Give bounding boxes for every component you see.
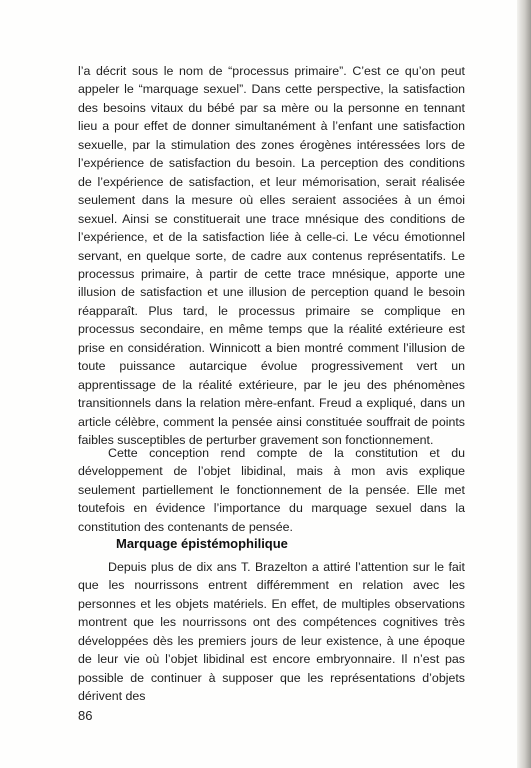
paragraph-1-text: l’a décrit sous le nom de “processus primaire”. C’est ce qu’on peut appeler le “marquage sexuel”. Dans cette perspective, la satisfaction des besoins vitaux du bébé par sa mère ou la personne en tennant lieu a pour effet de donner simultanément à l’enfant une satisfaction sexuelle, par la stimulation des zones érogènes intéressées lors de l’expérience de satisfaction du besoin. La perception des conditions de l’expérience de satisfaction, et leur mémorisation, serait réalisée seulement dans la mesure où elles seraient associées à un émoi sexuel. Ainsi se constituerait une trace mnésique des conditions de l’expérience, et de la satisfaction liée à celle-ci. Le vécu émotionnel servant, en quelque sorte, de cadre aux contenus représentatifs. Le processus primaire, à partir de cette trace mnésique, apporte une illusion de satisfaction et une illusion de perception quand le besoin réapparaît. Plus tard, le processus primaire se complique en processus secondaire, en même temps que la réalité extérieure est prise en considération. Winnicott a bien montré comment l’illusion de toute puissance autarcique évolue progressivement vert un apprentissage de la réalité extérieure, par le jeu des phénomènes transitionnels dans la relation mère-enfant. Freud a expliqué, dans un article célèbre, comment la pensée ainsi constituée souffrait de points faibles susceptibles de perturber gravement son fonctionnement. (78, 64, 465, 448)
paragraph-2 (78, 444, 465, 536)
page-number: 86 (78, 708, 93, 723)
section-heading: Marquage épistémophilique (116, 536, 288, 551)
paragraph-3 (78, 558, 465, 706)
page-edge-shadow (517, 0, 531, 768)
paragraph-1 (78, 62, 465, 450)
paragraph-3-text: Depuis plus de dix ans T. Brazelton a attiré l’attention sur le fait que les nourrissons entrent différemment en relation avec les personnes et les objets matériels. En effet, de multiples observations montrent que les nourrissons ont des compétences cognitives très développées dès les premiers jours de leur existence, à une époque de leur vie où l’objet libidinal est encore embryonnaire. Il n’est pas possible de continuer à supposer que les représentations d’objets dérivent des (78, 560, 465, 704)
paragraph-2-text: Cette conception rend compte de la constitution et du développement de l’objet libidinal, mais à mon avis explique seulement partiellement le fonctionnement de la pensée. Elle met toutefois en évidence l’importance du marquage sexuel dans la constitution des contenants de pensée. (78, 446, 465, 534)
